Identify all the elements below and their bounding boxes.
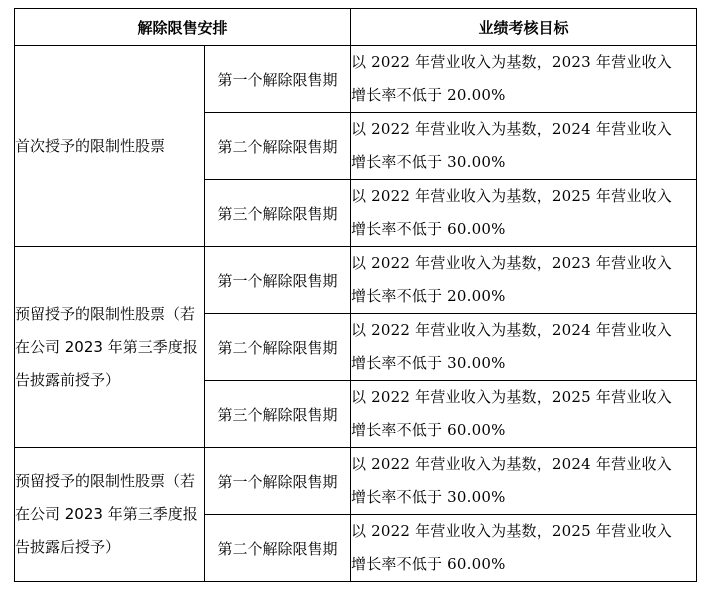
target-line: 以 2022 年营业收入为基数，2024 年营业收入 [351, 321, 672, 339]
target-line: 增长率不低于 60.00% [351, 555, 506, 573]
grant-type-cell: 首次授予的限制性股票 [15, 46, 205, 247]
target-line: 以 2022 年营业收入为基数，2023 年营业收入 [351, 53, 672, 71]
table-row [15, 46, 697, 113]
target-cell [351, 515, 697, 582]
target-cell [351, 448, 697, 515]
performance-target-table [14, 8, 697, 582]
unlock-period-cell: 第二个解除限售期 [205, 113, 351, 180]
target-line: 以 2022 年营业收入为基数，2025 年营业收入 [351, 522, 672, 540]
target-cell [351, 314, 697, 381]
table-row [15, 247, 697, 314]
target-line: 增长率不低于 60.00% [351, 421, 506, 439]
grant-type-cell: 预留授予的限制性股票（若在公司 2023 年第三季度报告披露前授予） [15, 247, 205, 448]
target-line: 增长率不低于 30.00% [351, 153, 506, 171]
target-line: 增长率不低于 60.00% [351, 220, 506, 238]
unlock-period-cell: 第二个解除限售期 [205, 515, 351, 582]
header-performance-target: 业绩考核目标 [351, 9, 697, 46]
table-row [15, 448, 697, 515]
unlock-period-cell: 第二个解除限售期 [205, 314, 351, 381]
unlock-period-cell: 第一个解除限售期 [205, 46, 351, 113]
target-cell [351, 247, 697, 314]
target-cell [351, 180, 697, 247]
target-line: 增长率不低于 20.00% [351, 287, 506, 305]
target-cell [351, 113, 697, 180]
target-line: 增长率不低于 20.00% [351, 86, 506, 104]
target-line: 以 2022 年营业收入为基数，2024 年营业收入 [351, 455, 672, 473]
grant-type-cell: 预留授予的限制性股票（若在公司 2023 年第三季度报告披露后授予） [15, 448, 205, 582]
unlock-period-cell: 第一个解除限售期 [205, 448, 351, 515]
target-line: 以 2022 年营业收入为基数，2024 年营业收入 [351, 120, 672, 138]
unlock-period-cell: 第三个解除限售期 [205, 381, 351, 448]
target-cell [351, 46, 697, 113]
header-arrangement: 解除限售安排 [15, 9, 351, 46]
target-line: 以 2022 年营业收入为基数，2025 年营业收入 [351, 388, 672, 406]
target-line: 以 2022 年营业收入为基数，2023 年营业收入 [351, 254, 672, 272]
target-line: 增长率不低于 30.00% [351, 488, 506, 506]
target-line: 增长率不低于 30.00% [351, 354, 506, 372]
target-cell [351, 381, 697, 448]
unlock-period-cell: 第三个解除限售期 [205, 180, 351, 247]
target-line: 以 2022 年营业收入为基数，2025 年营业收入 [351, 187, 672, 205]
unlock-period-cell: 第一个解除限售期 [205, 247, 351, 314]
table-header-row [15, 9, 697, 46]
